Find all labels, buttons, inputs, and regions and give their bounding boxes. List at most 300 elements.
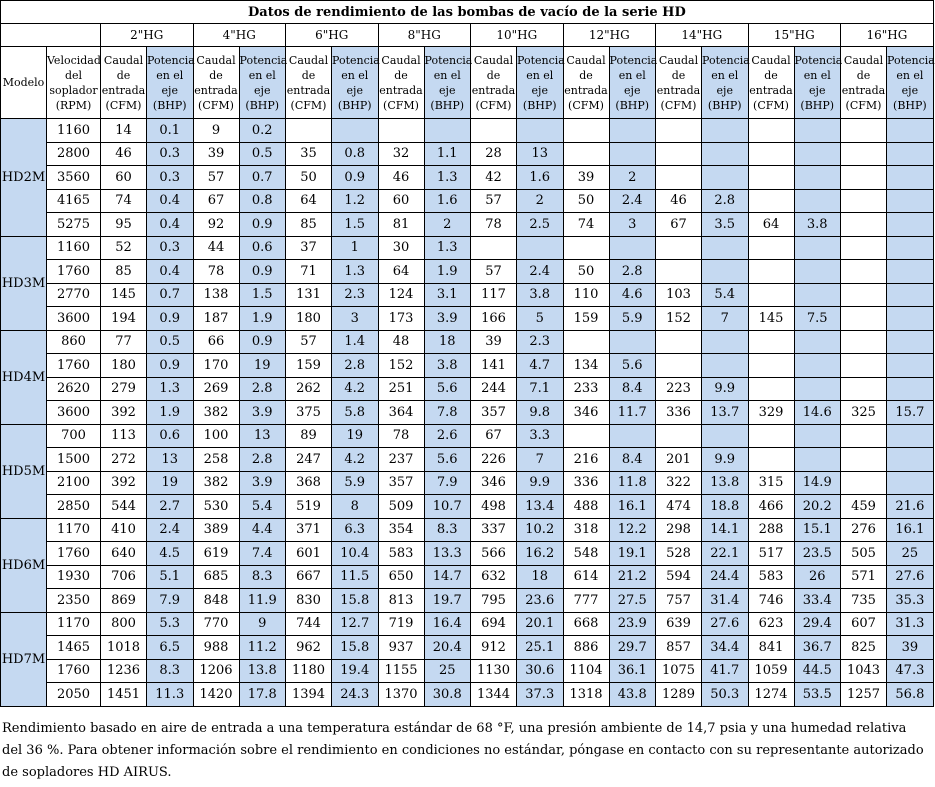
bhp-header: Potencia en el eje (BHP) — [147, 47, 194, 119]
bhp-cell: 13 — [147, 448, 194, 472]
cfm-cell — [286, 119, 332, 143]
cfm-cell — [656, 424, 702, 448]
bhp-cell: 1.9 — [147, 401, 194, 425]
bhp-cell — [702, 119, 749, 143]
cfm-cell: 46 — [656, 189, 702, 213]
blank-header-cell — [1, 24, 101, 47]
cfm-cell: 364 — [378, 401, 424, 425]
footnote: Rendimiento basado en aire de entrada a una temperatura estándar de 68 °F, una presión ambiente de 14,7 psia y una humedad relativa del 36 %. Para obtener información sobre el rendimiento en condiciones no estándar, póngase en contacto con su representante autorizado de sopladores HD AIRUS. — [2, 721, 924, 780]
cfm-cell — [841, 119, 887, 143]
cfm-cell — [748, 142, 794, 166]
cfm-cell: 244 — [471, 377, 517, 401]
cfm-cell: 216 — [563, 448, 609, 472]
bhp-cell: 44.5 — [794, 659, 841, 683]
rpm-cell: 4165 — [47, 189, 101, 213]
table-row — [1, 636, 934, 660]
table-row — [1, 283, 934, 307]
cfm-cell: 548 — [563, 542, 609, 566]
cfm-cell: 354 — [378, 518, 424, 542]
cfm-cell: 619 — [193, 542, 239, 566]
bhp-cell: 17.8 — [239, 683, 286, 707]
bhp-cell: 0.9 — [147, 354, 194, 378]
bhp-cell: 13.7 — [702, 401, 749, 425]
cfm-cell: 530 — [193, 495, 239, 519]
cfm-cell — [841, 283, 887, 307]
bhp-cell: 9.9 — [702, 448, 749, 472]
cfm-cell — [841, 189, 887, 213]
bhp-cell: 4.4 — [239, 518, 286, 542]
bhp-cell — [702, 166, 749, 190]
bhp-cell — [794, 260, 841, 284]
bhp-cell: 2.8 — [332, 354, 379, 378]
pressure-header-row — [1, 24, 934, 47]
bhp-cell: 5.6 — [609, 354, 656, 378]
model-name: HD3M — [1, 236, 47, 330]
bhp-cell: 5.9 — [332, 471, 379, 495]
cfm-cell: 357 — [471, 401, 517, 425]
bhp-cell: 1.9 — [424, 260, 471, 284]
cfm-cell: 848 — [193, 589, 239, 613]
cfm-cell: 517 — [748, 542, 794, 566]
bhp-cell: 31.3 — [887, 612, 934, 636]
cfm-cell: 60 — [378, 189, 424, 213]
pressure-header: 14"HG — [656, 24, 749, 47]
bhp-cell: 39 — [887, 636, 934, 660]
bhp-cell: 16.4 — [424, 612, 471, 636]
bhp-cell: 9.9 — [517, 471, 564, 495]
column-header-row — [1, 47, 934, 119]
cfm-cell — [841, 448, 887, 472]
table-row — [1, 307, 934, 331]
bhp-cell: 1.6 — [424, 189, 471, 213]
cfm-cell — [841, 354, 887, 378]
cfm-cell: 474 — [656, 495, 702, 519]
table-row — [1, 260, 934, 284]
cfm-cell: 78 — [378, 424, 424, 448]
bhp-cell: 0.8 — [332, 142, 379, 166]
cfm-cell: 346 — [471, 471, 517, 495]
bhp-cell: 13.8 — [239, 659, 286, 683]
table-row — [1, 589, 934, 613]
pressure-header: 10"HG — [471, 24, 564, 47]
bhp-header: Potencia en el eje (BHP) — [887, 47, 934, 119]
pressure-header: 15"HG — [748, 24, 841, 47]
cfm-cell: 719 — [378, 612, 424, 636]
cfm-cell: 46 — [101, 142, 147, 166]
rpm-cell: 1760 — [47, 659, 101, 683]
cfm-cell — [656, 142, 702, 166]
cfm-cell: 392 — [101, 471, 147, 495]
bhp-cell — [609, 236, 656, 260]
cfm-cell: 57 — [193, 166, 239, 190]
cfm-cell: 35 — [286, 142, 332, 166]
bhp-cell: 19 — [332, 424, 379, 448]
cfm-cell: 95 — [101, 213, 147, 237]
cfm-cell: 64 — [286, 189, 332, 213]
bhp-cell: 0.4 — [147, 213, 194, 237]
cfm-cell: 74 — [101, 189, 147, 213]
bhp-cell: 29.4 — [794, 612, 841, 636]
bhp-cell: 47.3 — [887, 659, 934, 683]
cfm-cell: 410 — [101, 518, 147, 542]
bhp-cell — [887, 330, 934, 354]
cfm-cell: 170 — [193, 354, 239, 378]
bhp-cell — [887, 119, 934, 143]
cfm-cell: 685 — [193, 565, 239, 589]
cfm-cell — [841, 330, 887, 354]
rpm-cell: 1160 — [47, 119, 101, 143]
cfm-cell: 607 — [841, 612, 887, 636]
cfm-cell — [841, 424, 887, 448]
cfm-cell — [748, 260, 794, 284]
bhp-cell: 16.1 — [887, 518, 934, 542]
cfm-cell — [748, 189, 794, 213]
cfm-cell: 64 — [378, 260, 424, 284]
bhp-cell: 26 — [794, 565, 841, 589]
bhp-cell: 15.7 — [887, 401, 934, 425]
bhp-cell: 3.8 — [517, 283, 564, 307]
cfm-cell: 375 — [286, 401, 332, 425]
cfm-cell: 1257 — [841, 683, 887, 707]
bhp-cell: 2 — [517, 189, 564, 213]
cfm-cell — [378, 119, 424, 143]
bhp-cell: 0.2 — [239, 119, 286, 143]
bhp-cell: 4.5 — [147, 542, 194, 566]
bhp-cell — [887, 142, 934, 166]
bhp-cell: 15.8 — [332, 636, 379, 660]
cfm-cell — [748, 424, 794, 448]
cfm-cell: 100 — [193, 424, 239, 448]
cfm-cell — [841, 377, 887, 401]
pressure-header: 6"HG — [286, 24, 379, 47]
table-row — [1, 401, 934, 425]
cfm-cell: 67 — [471, 424, 517, 448]
cfm-cell: 392 — [101, 401, 147, 425]
cfm-cell: 1018 — [101, 636, 147, 660]
bhp-cell: 27.5 — [609, 589, 656, 613]
cfm-header: Caudal de entrada (CFM) — [841, 47, 887, 119]
bhp-cell: 0.7 — [239, 166, 286, 190]
cfm-cell — [563, 119, 609, 143]
bhp-cell: 8.3 — [239, 565, 286, 589]
cfm-cell: 466 — [748, 495, 794, 519]
bhp-cell — [794, 236, 841, 260]
cfm-cell: 694 — [471, 612, 517, 636]
bhp-cell: 14.1 — [702, 518, 749, 542]
cfm-cell: 601 — [286, 542, 332, 566]
rpm-cell: 1760 — [47, 260, 101, 284]
cfm-cell: 14 — [101, 119, 147, 143]
cfm-cell: 325 — [841, 401, 887, 425]
cfm-cell: 777 — [563, 589, 609, 613]
cfm-cell: 247 — [286, 448, 332, 472]
cfm-cell: 74 — [563, 213, 609, 237]
cfm-cell: 166 — [471, 307, 517, 331]
cfm-cell: 571 — [841, 565, 887, 589]
cfm-cell: 113 — [101, 424, 147, 448]
bhp-cell: 19 — [239, 354, 286, 378]
cfm-cell: 77 — [101, 330, 147, 354]
cfm-cell: 623 — [748, 612, 794, 636]
bhp-cell: 10.7 — [424, 495, 471, 519]
bhp-cell: 13.8 — [702, 471, 749, 495]
bhp-cell: 2.8 — [702, 189, 749, 213]
bhp-cell — [794, 142, 841, 166]
bhp-cell: 2 — [424, 213, 471, 237]
bhp-cell: 36.1 — [609, 659, 656, 683]
bhp-cell: 50.3 — [702, 683, 749, 707]
cfm-cell: 505 — [841, 542, 887, 566]
cfm-cell: 857 — [656, 636, 702, 660]
cfm-cell: 103 — [656, 283, 702, 307]
cfm-cell: 1344 — [471, 683, 517, 707]
cfm-cell: 382 — [193, 471, 239, 495]
bhp-cell — [609, 119, 656, 143]
bhp-cell: 5.3 — [147, 612, 194, 636]
cfm-cell — [841, 307, 887, 331]
bhp-cell: 1.1 — [424, 142, 471, 166]
bhp-cell: 13.4 — [517, 495, 564, 519]
bhp-cell: 13 — [517, 142, 564, 166]
cfm-header: Caudal de entrada (CFM) — [471, 47, 517, 119]
bhp-cell: 19 — [147, 471, 194, 495]
cfm-cell: 337 — [471, 518, 517, 542]
cfm-cell — [841, 260, 887, 284]
bhp-cell: 1.3 — [424, 236, 471, 260]
bhp-cell: 14.7 — [424, 565, 471, 589]
cfm-cell: 336 — [563, 471, 609, 495]
pressure-header: 4"HG — [193, 24, 286, 47]
rpm-cell: 700 — [47, 424, 101, 448]
pressure-header: 2"HG — [101, 24, 194, 47]
bhp-cell: 9.8 — [517, 401, 564, 425]
bhp-cell: 3.8 — [424, 354, 471, 378]
cfm-cell: 667 — [286, 565, 332, 589]
bhp-cell: 35.3 — [887, 589, 934, 613]
cfm-cell: 459 — [841, 495, 887, 519]
rpm-cell: 2850 — [47, 495, 101, 519]
table-row — [1, 236, 934, 260]
cfm-cell: 937 — [378, 636, 424, 660]
cfm-cell — [748, 448, 794, 472]
bhp-cell: 13.3 — [424, 542, 471, 566]
bhp-cell: 43.8 — [609, 683, 656, 707]
bhp-cell: 5.8 — [332, 401, 379, 425]
cfm-cell — [656, 260, 702, 284]
cfm-cell: 346 — [563, 401, 609, 425]
bhp-cell: 20.2 — [794, 495, 841, 519]
bhp-cell — [887, 260, 934, 284]
bhp-cell: 7.9 — [424, 471, 471, 495]
cfm-cell: 145 — [748, 307, 794, 331]
bhp-cell: 0.3 — [147, 142, 194, 166]
bhp-cell: 11.9 — [239, 589, 286, 613]
cfm-cell: 81 — [378, 213, 424, 237]
bhp-header: Potencia en el eje (BHP) — [424, 47, 471, 119]
bhp-cell: 18 — [517, 565, 564, 589]
cfm-cell: 640 — [101, 542, 147, 566]
bhp-cell: 4.7 — [517, 354, 564, 378]
bhp-cell — [794, 166, 841, 190]
cfm-cell: 141 — [471, 354, 517, 378]
bhp-cell: 0.6 — [147, 424, 194, 448]
cfm-cell: 60 — [101, 166, 147, 190]
bhp-cell: 2.3 — [517, 330, 564, 354]
cfm-cell: 1059 — [748, 659, 794, 683]
cfm-cell: 1394 — [286, 683, 332, 707]
bhp-cell: 3 — [609, 213, 656, 237]
rpm-cell: 3560 — [47, 166, 101, 190]
cfm-cell: 1370 — [378, 683, 424, 707]
cfm-cell: 800 — [101, 612, 147, 636]
bhp-cell: 27.6 — [702, 612, 749, 636]
bhp-cell: 0.9 — [239, 330, 286, 354]
cfm-cell: 1180 — [286, 659, 332, 683]
table-row — [1, 189, 934, 213]
cfm-cell: 251 — [378, 377, 424, 401]
rpm-cell: 3600 — [47, 307, 101, 331]
cfm-cell: 85 — [286, 213, 332, 237]
cfm-cell: 371 — [286, 518, 332, 542]
cfm-cell: 46 — [378, 166, 424, 190]
bhp-cell: 5.6 — [424, 448, 471, 472]
cfm-cell: 1130 — [471, 659, 517, 683]
bhp-cell: 19.4 — [332, 659, 379, 683]
cfm-cell: 78 — [471, 213, 517, 237]
cfm-cell: 583 — [378, 542, 424, 566]
cfm-cell: 159 — [286, 354, 332, 378]
cfm-cell: 9 — [193, 119, 239, 143]
cfm-cell: 237 — [378, 448, 424, 472]
cfm-cell: 519 — [286, 495, 332, 519]
cfm-cell: 1043 — [841, 659, 887, 683]
bhp-cell: 0.9 — [239, 260, 286, 284]
cfm-cell: 1104 — [563, 659, 609, 683]
bhp-cell: 3.8 — [794, 213, 841, 237]
bhp-cell: 3.9 — [239, 401, 286, 425]
bhp-cell: 5.6 — [424, 377, 471, 401]
bhp-cell: 36.7 — [794, 636, 841, 660]
bhp-cell: 27.6 — [887, 565, 934, 589]
table-row — [1, 659, 934, 683]
bhp-cell — [702, 354, 749, 378]
bhp-cell — [887, 189, 934, 213]
bhp-cell: 0.1 — [147, 119, 194, 143]
cfm-cell: 262 — [286, 377, 332, 401]
bhp-cell — [794, 354, 841, 378]
bhp-cell: 0.3 — [147, 236, 194, 260]
bhp-cell: 8.4 — [609, 448, 656, 472]
cfm-cell: 639 — [656, 612, 702, 636]
bhp-cell — [517, 119, 564, 143]
bhp-cell: 9 — [239, 612, 286, 636]
table-title: Datos de rendimiento de las bombas de vacío de la serie HD — [1, 1, 934, 24]
bhp-cell: 11.3 — [147, 683, 194, 707]
cfm-cell: 134 — [563, 354, 609, 378]
cfm-cell — [748, 354, 794, 378]
cfm-cell: 152 — [378, 354, 424, 378]
cfm-cell: 668 — [563, 612, 609, 636]
cfm-cell: 50 — [563, 189, 609, 213]
rpm-cell: 2050 — [47, 683, 101, 707]
bhp-cell: 8.4 — [609, 377, 656, 401]
bhp-cell: 8.3 — [424, 518, 471, 542]
bhp-cell: 24.4 — [702, 565, 749, 589]
bhp-cell — [794, 330, 841, 354]
bhp-cell: 2.8 — [239, 377, 286, 401]
rpm-cell: 860 — [47, 330, 101, 354]
pressure-header: 12"HG — [563, 24, 656, 47]
cfm-cell: 594 — [656, 565, 702, 589]
rpm-cell: 1930 — [47, 565, 101, 589]
bhp-cell: 4.2 — [332, 377, 379, 401]
table-row — [1, 612, 934, 636]
model-name: HD5M — [1, 424, 47, 518]
bhp-cell — [794, 119, 841, 143]
bhp-cell: 1.3 — [147, 377, 194, 401]
table-row — [1, 518, 934, 542]
bhp-cell: 53.5 — [794, 683, 841, 707]
table-row — [1, 354, 934, 378]
table-row — [1, 495, 934, 519]
rpm-cell: 5275 — [47, 213, 101, 237]
bhp-cell: 2.3 — [332, 283, 379, 307]
bhp-cell — [517, 236, 564, 260]
bhp-cell: 1.3 — [424, 166, 471, 190]
cfm-cell: 382 — [193, 401, 239, 425]
bhp-cell — [794, 283, 841, 307]
cfm-cell: 813 — [378, 589, 424, 613]
bhp-cell: 56.8 — [887, 683, 934, 707]
cfm-cell — [471, 119, 517, 143]
table-row — [1, 683, 934, 707]
table-row — [1, 213, 934, 237]
cfm-cell: 233 — [563, 377, 609, 401]
bhp-cell: 2.4 — [609, 189, 656, 213]
cfm-cell: 322 — [656, 471, 702, 495]
cfm-cell — [563, 330, 609, 354]
cfm-cell: 258 — [193, 448, 239, 472]
cfm-cell: 173 — [378, 307, 424, 331]
bhp-cell: 1.6 — [517, 166, 564, 190]
bhp-cell: 2.8 — [609, 260, 656, 284]
cfm-header: Caudal de entrada (CFM) — [656, 47, 702, 119]
cfm-cell — [748, 166, 794, 190]
cfm-cell: 650 — [378, 565, 424, 589]
cfm-cell: 329 — [748, 401, 794, 425]
cfm-cell: 632 — [471, 565, 517, 589]
cfm-cell — [748, 330, 794, 354]
table-row — [1, 471, 934, 495]
cfm-cell: 269 — [193, 377, 239, 401]
cfm-cell: 64 — [748, 213, 794, 237]
bhp-cell: 8 — [332, 495, 379, 519]
rpm-cell: 1170 — [47, 612, 101, 636]
table-row — [1, 142, 934, 166]
bhp-cell: 7.9 — [147, 589, 194, 613]
bhp-cell: 23.9 — [609, 612, 656, 636]
bhp-cell: 16.1 — [609, 495, 656, 519]
cfm-cell: 830 — [286, 589, 332, 613]
cfm-cell: 1206 — [193, 659, 239, 683]
bhp-cell: 20.1 — [517, 612, 564, 636]
bhp-cell: 7.8 — [424, 401, 471, 425]
cfm-cell — [841, 166, 887, 190]
cfm-cell: 67 — [656, 213, 702, 237]
cfm-cell — [656, 330, 702, 354]
bhp-cell: 25 — [887, 542, 934, 566]
bhp-cell — [794, 377, 841, 401]
